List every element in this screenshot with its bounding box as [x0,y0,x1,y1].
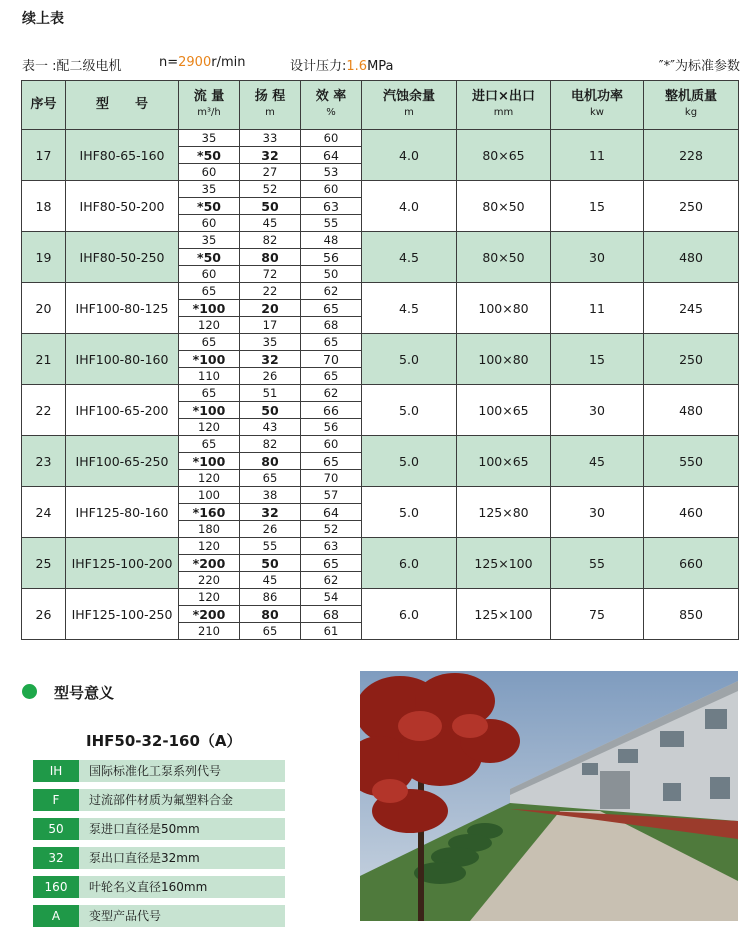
cell-no: 23 [22,436,66,487]
cell-flow: 60 [179,164,240,181]
table-subtitle [22,55,740,73]
cell-npsh: 4.5 [362,232,457,283]
cell-inlet-outlet: 80×65 [457,130,551,181]
table-header-row [22,81,739,130]
cell-head: 65 [240,470,301,487]
legend-code: 32 [33,847,79,869]
header-weight: 整机质量 kg [644,81,739,130]
cell-weight: 250 [644,334,739,385]
legend-item [33,847,285,869]
cell-weight: 460 [644,487,739,538]
cell-inlet-outlet: 100×65 [457,385,551,436]
cell-head: 52 [240,181,301,198]
cell-flow: *100 [179,300,240,317]
cell-efficiency: 60 [301,181,362,198]
header-inlet-outlet: 进口×出口 mm [457,81,551,130]
cell-motor-power: 45 [551,436,644,487]
legend-code: A [33,905,79,927]
cell-flow: 65 [179,334,240,351]
cell-weight: 480 [644,385,739,436]
cell-no: 26 [22,589,66,640]
table-row [22,589,739,606]
cell-efficiency: 53 [301,164,362,181]
legend-desc: 泵出口直径是32mm [89,851,200,865]
legend-item [33,905,285,927]
legend-code: 160 [33,876,79,898]
table-row [22,130,739,147]
legend-desc: 泵进口直径是50mm [89,822,200,836]
cell-flow: 65 [179,385,240,402]
table-row [22,232,739,249]
cell-weight: 550 [644,436,739,487]
cell-flow: 120 [179,317,240,334]
cell-efficiency: 65 [301,555,362,572]
cell-flow: 180 [179,521,240,538]
design-pressure: 设计压力:1.6MPa [290,59,394,74]
legend-item [33,760,285,782]
legend-item [33,789,285,811]
cell-head: 51 [240,385,301,402]
cell-no: 17 [22,130,66,181]
cell-head: 26 [240,521,301,538]
model-code-legend [33,760,285,934]
cell-model: IHF125-100-200 [66,538,179,589]
legend-desc: 过流部件材质为氟塑料合金 [89,793,234,807]
cell-weight: 250 [644,181,739,232]
cell-head: 86 [240,589,301,606]
cell-motor-power: 15 [551,334,644,385]
cell-efficiency: 64 [301,504,362,521]
model-example-code: IHF50-32-160（A） [86,732,242,750]
cell-efficiency: 60 [301,436,362,453]
cell-flow: 110 [179,368,240,385]
cell-head: 33 [240,130,301,147]
cell-flow: 210 [179,623,240,640]
cell-flow: *50 [179,147,240,164]
cell-efficiency: 70 [301,351,362,368]
cell-head: 22 [240,283,301,300]
cell-flow: 120 [179,470,240,487]
cell-flow: *50 [179,249,240,266]
table-row [22,181,739,198]
cell-motor-power: 30 [551,487,644,538]
cell-model: IHF100-65-250 [66,436,179,487]
cell-head: 50 [240,555,301,572]
cell-head: 82 [240,436,301,453]
cell-flow: 65 [179,283,240,300]
cell-efficiency: 60 [301,130,362,147]
cell-efficiency: 65 [301,300,362,317]
cell-efficiency: 55 [301,215,362,232]
cell-no: 24 [22,487,66,538]
cell-head: 82 [240,232,301,249]
cell-head: 27 [240,164,301,181]
factory-photo [360,671,738,921]
cell-head: 50 [240,402,301,419]
cell-npsh: 5.0 [362,334,457,385]
cell-flow: *200 [179,555,240,572]
cell-flow: 65 [179,436,240,453]
cell-efficiency: 56 [301,419,362,436]
cell-npsh: 5.0 [362,436,457,487]
cell-npsh: 5.0 [362,487,457,538]
cell-head: 55 [240,538,301,555]
cell-weight: 228 [644,130,739,181]
motor-speed: n=2900r/min [159,55,246,70]
table-row [22,385,739,402]
cell-efficiency: 65 [301,334,362,351]
legend-desc: 国际标准化工泵系列代号 [89,764,222,778]
cell-flow: 100 [179,487,240,504]
cell-efficiency: 63 [301,198,362,215]
cell-head: 17 [240,317,301,334]
header-motor-power: 电机功率 kw [551,81,644,130]
table-label: 表一 :配二级电机 [22,59,122,74]
cell-motor-power: 11 [551,130,644,181]
legend-code: 50 [33,818,79,840]
cell-flow: *100 [179,402,240,419]
cell-head: 50 [240,198,301,215]
cell-model: IHF100-65-200 [66,385,179,436]
cell-head: 26 [240,368,301,385]
cell-head: 35 [240,334,301,351]
cell-flow: *100 [179,453,240,470]
cell-head: 80 [240,249,301,266]
cell-efficiency: 56 [301,249,362,266]
cell-efficiency: 64 [301,147,362,164]
cell-head: 45 [240,572,301,589]
cell-flow: 35 [179,232,240,249]
header-flow: 流 量 m³/h [179,81,240,130]
cell-inlet-outlet: 80×50 [457,181,551,232]
table-row [22,283,739,300]
cell-flow: *100 [179,351,240,368]
cell-head: 72 [240,266,301,283]
cell-no: 21 [22,334,66,385]
cell-model: IHF80-65-160 [66,130,179,181]
cell-head: 20 [240,300,301,317]
bullet-dot-icon [22,684,37,699]
table-row [22,487,739,504]
cell-head: 32 [240,351,301,368]
cell-head: 80 [240,453,301,470]
cell-inlet-outlet: 125×100 [457,538,551,589]
cell-weight: 480 [644,232,739,283]
cell-npsh: 6.0 [362,538,457,589]
cell-efficiency: 70 [301,470,362,487]
cell-model: IHF80-50-200 [66,181,179,232]
cell-efficiency: 48 [301,232,362,249]
cell-inlet-outlet: 80×50 [457,232,551,283]
cell-flow: 35 [179,130,240,147]
header-no: 序号 [22,81,66,130]
cell-motor-power: 30 [551,232,644,283]
cell-no: 22 [22,385,66,436]
standard-parameter-note: ″*″为标准参数 [658,59,740,74]
cell-efficiency: 50 [301,266,362,283]
cell-head: 32 [240,504,301,521]
legend-item [33,876,285,898]
pump-spec-table [21,80,739,640]
cell-model: IHF100-80-160 [66,334,179,385]
cell-motor-power: 55 [551,538,644,589]
cell-head: 80 [240,606,301,623]
cell-npsh: 4.0 [362,130,457,181]
cell-efficiency: 66 [301,402,362,419]
header-model: 型 号 [66,81,179,130]
cell-efficiency: 62 [301,283,362,300]
cell-efficiency: 68 [301,606,362,623]
cell-motor-power: 15 [551,181,644,232]
cell-efficiency: 62 [301,385,362,402]
cell-inlet-outlet: 100×80 [457,334,551,385]
cell-model: IHF80-50-250 [66,232,179,283]
cell-efficiency: 65 [301,368,362,385]
cell-no: 18 [22,181,66,232]
cell-flow: 120 [179,589,240,606]
cell-flow: 35 [179,181,240,198]
cell-flow: 120 [179,538,240,555]
cell-head: 38 [240,487,301,504]
cell-flow: 60 [179,215,240,232]
table-row [22,538,739,555]
cell-head: 32 [240,147,301,164]
model-meaning-title: 型号意义 [54,684,115,702]
cell-motor-power: 30 [551,385,644,436]
cell-no: 25 [22,538,66,589]
cell-efficiency: 68 [301,317,362,334]
table-row [22,436,739,453]
legend-desc: 叶轮名义直径160mm [89,880,208,894]
cell-efficiency: 62 [301,572,362,589]
cell-flow: *200 [179,606,240,623]
cell-npsh: 4.5 [362,283,457,334]
factory-scene-image [360,671,738,921]
section-title: 续上表 [22,11,64,27]
cell-flow: *160 [179,504,240,521]
cell-weight: 660 [644,538,739,589]
header-head: 扬 程 m [240,81,301,130]
cell-efficiency: 63 [301,538,362,555]
cell-inlet-outlet: 100×65 [457,436,551,487]
legend-code: IH [33,760,79,782]
cell-inlet-outlet: 125×100 [457,589,551,640]
cell-flow: 120 [179,419,240,436]
cell-flow: 60 [179,266,240,283]
cell-inlet-outlet: 125×80 [457,487,551,538]
cell-weight: 245 [644,283,739,334]
cell-head: 45 [240,215,301,232]
legend-desc: 变型产品代号 [89,909,162,923]
cell-inlet-outlet: 100×80 [457,283,551,334]
cell-efficiency: 61 [301,623,362,640]
header-efficiency: 效 率 % [301,81,362,130]
header-npsh: 汽蚀余量 m [362,81,457,130]
cell-npsh: 5.0 [362,385,457,436]
legend-code: F [33,789,79,811]
table-row [22,334,739,351]
legend-item [33,818,285,840]
cell-npsh: 6.0 [362,589,457,640]
cell-flow: 220 [179,572,240,589]
cell-efficiency: 54 [301,589,362,606]
cell-model: IHF125-100-250 [66,589,179,640]
cell-efficiency: 52 [301,521,362,538]
cell-flow: *50 [179,198,240,215]
cell-head: 43 [240,419,301,436]
cell-motor-power: 75 [551,589,644,640]
cell-npsh: 4.0 [362,181,457,232]
cell-efficiency: 65 [301,453,362,470]
cell-no: 19 [22,232,66,283]
cell-head: 65 [240,623,301,640]
cell-motor-power: 11 [551,283,644,334]
cell-model: IHF100-80-125 [66,283,179,334]
cell-weight: 850 [644,589,739,640]
cell-model: IHF125-80-160 [66,487,179,538]
cell-efficiency: 57 [301,487,362,504]
cell-no: 20 [22,283,66,334]
